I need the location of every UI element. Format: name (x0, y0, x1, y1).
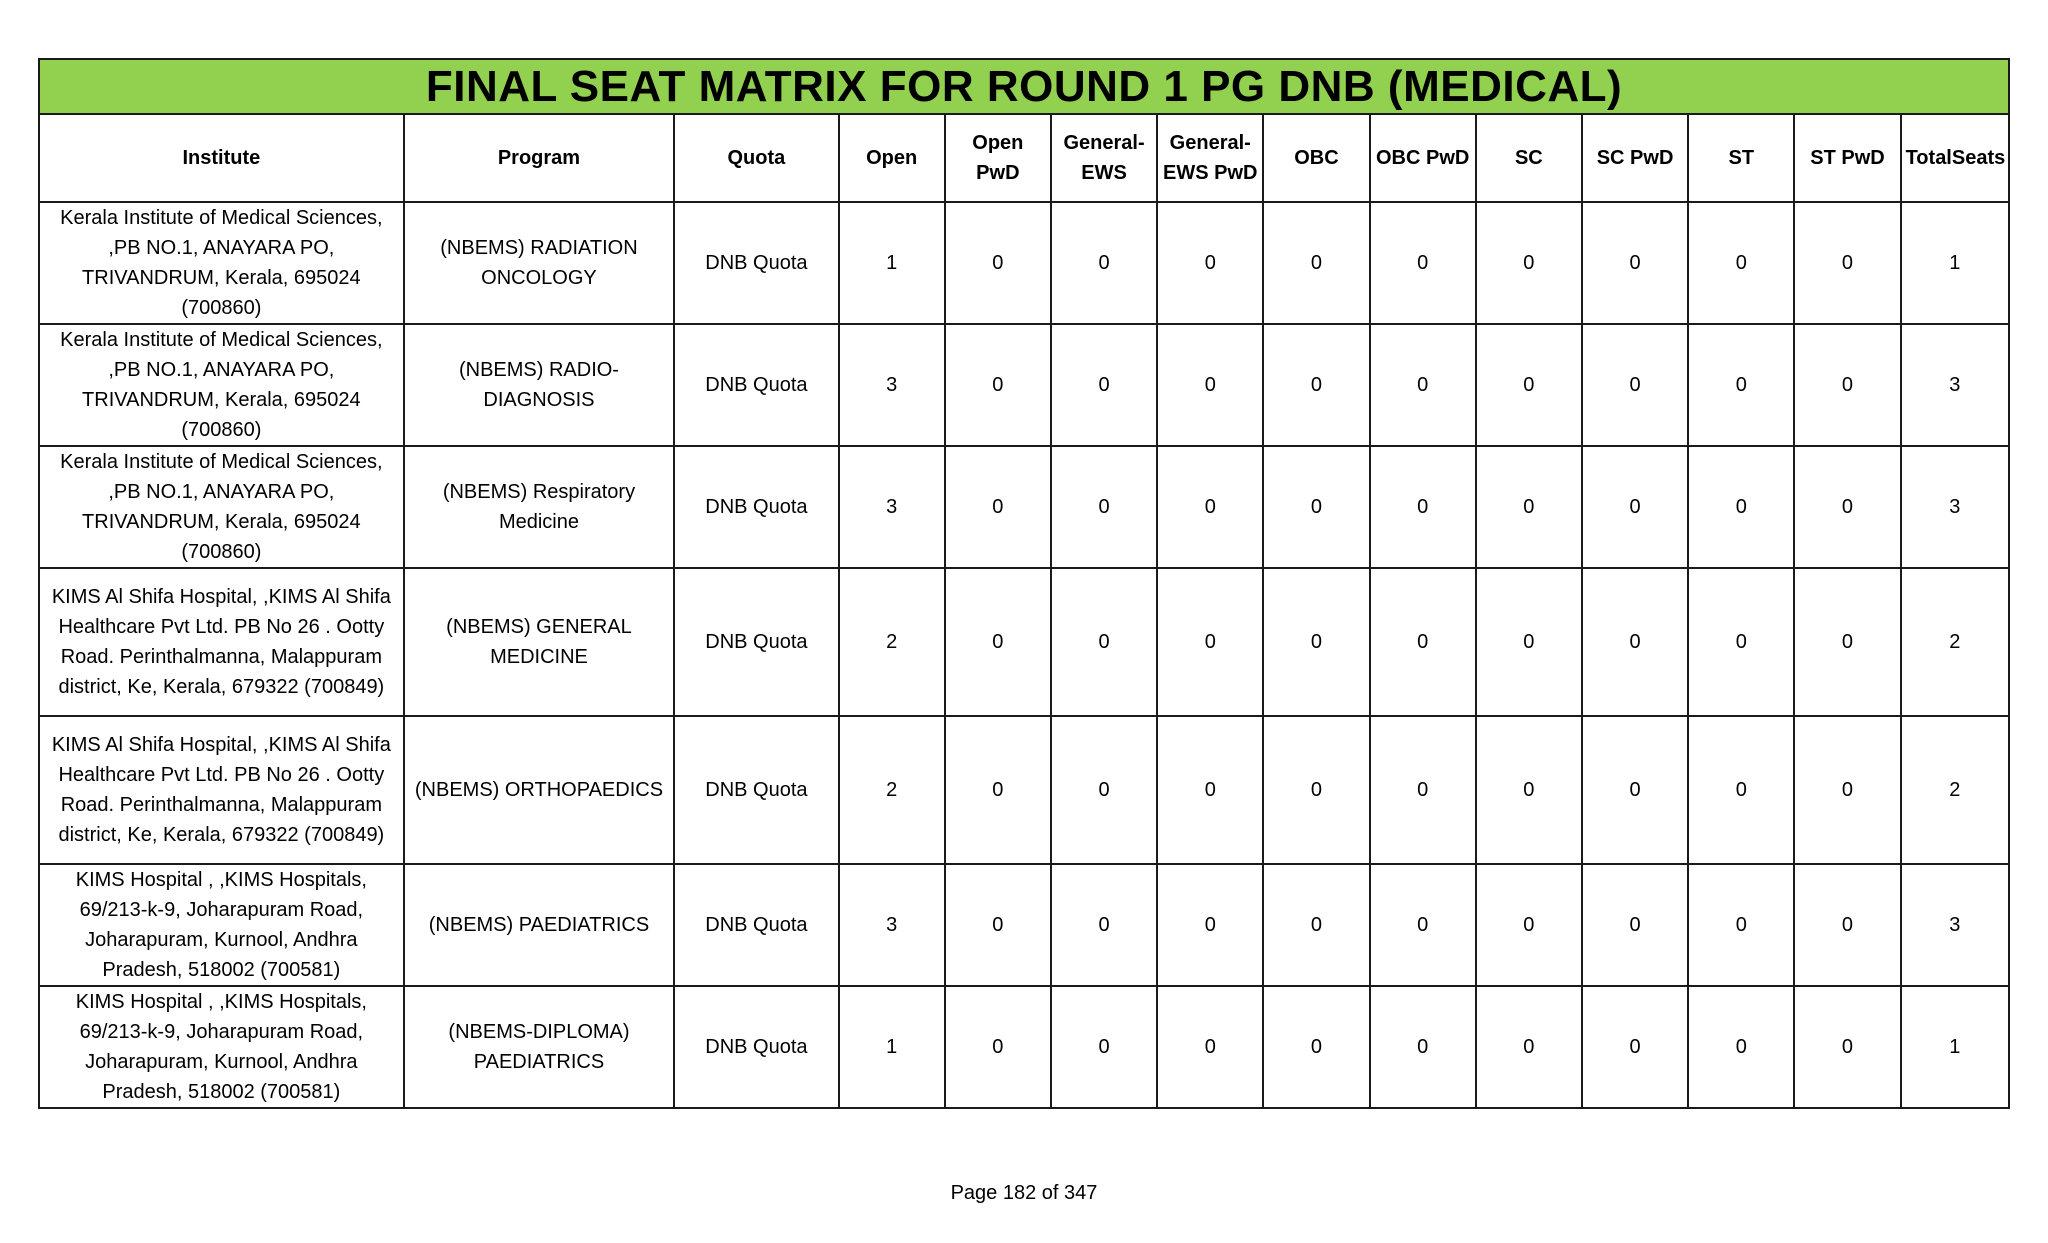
cell-seat-count: 1 (1901, 986, 2009, 1108)
seat-matrix-sheet (38, 58, 2010, 1109)
cell-seat-count: 0 (1794, 864, 1900, 986)
cell-seat-count: 0 (1370, 568, 1476, 716)
table-row (39, 202, 2009, 324)
cell-seat-count: 0 (1370, 202, 1476, 324)
seat-matrix-table (38, 58, 2010, 1109)
table-body (39, 59, 2009, 1108)
cell-seat-count: 0 (1794, 986, 1900, 1108)
col-header-open-pwd: Open PwD (945, 114, 1051, 202)
cell-seat-count: 0 (1157, 864, 1263, 986)
cell-seat-count: 3 (839, 864, 945, 986)
cell-seat-count: 1 (839, 202, 945, 324)
cell-institute: KIMS Hospital , ,KIMS Hospitals, 69/213-k-9, Joharapuram Road, Joharapuram, Kurnool, Andhra Pradesh, 518002 (700581) (39, 864, 404, 986)
cell-institute: KIMS Hospital , ,KIMS Hospitals, 69/213-k-9, Joharapuram Road, Joharapuram, Kurnool, Andhra Pradesh, 518002 (700581) (39, 986, 404, 1108)
cell-seat-count: 0 (1476, 716, 1582, 864)
cell-seat-count: 3 (1901, 864, 2009, 986)
cell-seat-count: 3 (839, 446, 945, 568)
col-header-program: Program (404, 114, 675, 202)
col-header-st-pwd: ST PwD (1794, 114, 1900, 202)
cell-seat-count: 0 (1794, 202, 1900, 324)
cell-quota: DNB Quota (674, 446, 838, 568)
col-header-institute: Institute (39, 114, 404, 202)
cell-seat-count: 3 (1901, 446, 2009, 568)
cell-seat-count: 0 (1051, 716, 1157, 864)
cell-quota: DNB Quota (674, 986, 838, 1108)
cell-quota: DNB Quota (674, 324, 838, 446)
cell-seat-count: 0 (1051, 864, 1157, 986)
cell-seat-count: 0 (1051, 986, 1157, 1108)
cell-program: (NBEMS) RADIO-DIAGNOSIS (404, 324, 675, 446)
cell-institute: KIMS Al Shifa Hospital, ,KIMS Al Shifa Healthcare Pvt Ltd. PB No 26 . Ootty Road. Perinthalmanna, Malappuram district, Ke, Kerala, 679322 (700849) (39, 716, 404, 864)
cell-seat-count: 0 (1794, 568, 1900, 716)
cell-institute: KIMS Al Shifa Hospital, ,KIMS Al Shifa Healthcare Pvt Ltd. PB No 26 . Ootty Road. Perinthalmanna, Malappuram district, Ke, Kerala, 679322 (700849) (39, 568, 404, 716)
table-row (39, 716, 2009, 864)
col-header-quota: Quota (674, 114, 838, 202)
cell-seat-count: 0 (1794, 716, 1900, 864)
cell-seat-count: 0 (1370, 986, 1476, 1108)
cell-quota: DNB Quota (674, 716, 838, 864)
cell-seat-count: 0 (1263, 324, 1369, 446)
cell-seat-count: 0 (1051, 568, 1157, 716)
cell-institute: Kerala Institute of Medical Sciences, ,PB NO.1, ANAYARA PO, TRIVANDRUM, Kerala, 695024 (700860) (39, 324, 404, 446)
page-number: Page 182 of 347 (950, 1182, 1098, 1204)
cell-program: (NBEMS) GENERAL MEDICINE (404, 568, 675, 716)
col-header-obc: OBC (1263, 114, 1369, 202)
table-row (39, 864, 2009, 986)
cell-seat-count: 0 (1370, 324, 1476, 446)
cell-program: (NBEMS-DIPLOMA) PAEDIATRICS (404, 986, 675, 1108)
cell-seat-count: 0 (1582, 864, 1688, 986)
cell-seat-count: 0 (1370, 446, 1476, 568)
cell-seat-count: 0 (945, 716, 1051, 864)
cell-seat-count: 0 (1157, 324, 1263, 446)
table-row (39, 446, 2009, 568)
cell-seat-count: 1 (839, 986, 945, 1108)
table-row (39, 986, 2009, 1108)
cell-seat-count: 0 (1051, 324, 1157, 446)
cell-seat-count: 0 (1688, 324, 1794, 446)
cell-seat-count: 2 (839, 568, 945, 716)
cell-seat-count: 0 (1476, 986, 1582, 1108)
cell-seat-count: 0 (1582, 716, 1688, 864)
cell-seat-count: 0 (1688, 568, 1794, 716)
cell-seat-count: 0 (1582, 202, 1688, 324)
title-row (39, 59, 2009, 114)
col-header-general-ews-pwd: General-EWS PwD (1157, 114, 1263, 202)
cell-seat-count: 0 (945, 324, 1051, 446)
cell-seat-count: 0 (1582, 986, 1688, 1108)
col-header-obc-pwd: OBC PwD (1370, 114, 1476, 202)
cell-quota: DNB Quota (674, 568, 838, 716)
cell-seat-count: 0 (1476, 568, 1582, 716)
cell-seat-count: 0 (1263, 568, 1369, 716)
cell-seat-count: 0 (1476, 324, 1582, 446)
cell-seat-count: 0 (1051, 202, 1157, 324)
cell-quota: DNB Quota (674, 864, 838, 986)
cell-seat-count: 0 (1157, 446, 1263, 568)
cell-seat-count: 0 (1582, 324, 1688, 446)
cell-seat-count: 0 (1263, 716, 1369, 864)
cell-seat-count: 2 (1901, 716, 2009, 864)
cell-seat-count: 0 (1582, 568, 1688, 716)
cell-program: (NBEMS) Respiratory Medicine (404, 446, 675, 568)
page-title: FINAL SEAT MATRIX FOR ROUND 1 PG DNB (MEDICAL) (39, 59, 2009, 114)
cell-seat-count: 0 (945, 446, 1051, 568)
cell-seat-count: 0 (1370, 864, 1476, 986)
cell-seat-count: 0 (1263, 864, 1369, 986)
cell-seat-count: 0 (1688, 716, 1794, 864)
cell-seat-count: 0 (945, 986, 1051, 1108)
col-header-open: Open (839, 114, 945, 202)
cell-seat-count: 3 (839, 324, 945, 446)
cell-quota: DNB Quota (674, 202, 838, 324)
cell-program: (NBEMS) ORTHOPAEDICS (404, 716, 675, 864)
cell-seat-count: 0 (1476, 202, 1582, 324)
cell-seat-count: 0 (1370, 716, 1476, 864)
cell-seat-count: 0 (1157, 202, 1263, 324)
cell-program: (NBEMS) RADIATION ONCOLOGY (404, 202, 675, 324)
cell-seat-count: 0 (1157, 986, 1263, 1108)
col-header-general-ews: General-EWS (1051, 114, 1157, 202)
cell-seat-count: 1 (1901, 202, 2009, 324)
col-header-sc-pwd: SC PwD (1582, 114, 1688, 202)
cell-seat-count: 0 (1794, 324, 1900, 446)
header-row (39, 114, 2009, 202)
cell-seat-count: 2 (839, 716, 945, 864)
table-row (39, 324, 2009, 446)
cell-seat-count: 0 (1688, 202, 1794, 324)
cell-seat-count: 0 (1688, 864, 1794, 986)
cell-seat-count: 0 (945, 568, 1051, 716)
cell-seat-count: 0 (1157, 568, 1263, 716)
cell-seat-count: 0 (945, 864, 1051, 986)
col-header-sc: SC (1476, 114, 1582, 202)
cell-seat-count: 0 (1051, 446, 1157, 568)
cell-seat-count: 0 (1688, 446, 1794, 568)
cell-seat-count: 0 (1263, 986, 1369, 1108)
table-row (39, 568, 2009, 716)
cell-seat-count: 0 (1263, 202, 1369, 324)
cell-seat-count: 2 (1901, 568, 2009, 716)
cell-seat-count: 0 (1794, 446, 1900, 568)
cell-institute: Kerala Institute of Medical Sciences, ,PB NO.1, ANAYARA PO, TRIVANDRUM, Kerala, 695024 (700860) (39, 446, 404, 568)
cell-institute: Kerala Institute of Medical Sciences, ,PB NO.1, ANAYARA PO, TRIVANDRUM, Kerala, 695024 (700860) (39, 202, 404, 324)
cell-seat-count: 0 (945, 202, 1051, 324)
cell-seat-count: 0 (1582, 446, 1688, 568)
cell-seat-count: 0 (1157, 716, 1263, 864)
cell-program: (NBEMS) PAEDIATRICS (404, 864, 675, 986)
cell-seat-count: 0 (1263, 446, 1369, 568)
cell-seat-count: 0 (1476, 446, 1582, 568)
cell-seat-count: 0 (1688, 986, 1794, 1108)
col-header-total-seats: TotalSeats (1901, 114, 2009, 202)
cell-seat-count: 0 (1476, 864, 1582, 986)
col-header-st: ST (1688, 114, 1794, 202)
cell-seat-count: 3 (1901, 324, 2009, 446)
